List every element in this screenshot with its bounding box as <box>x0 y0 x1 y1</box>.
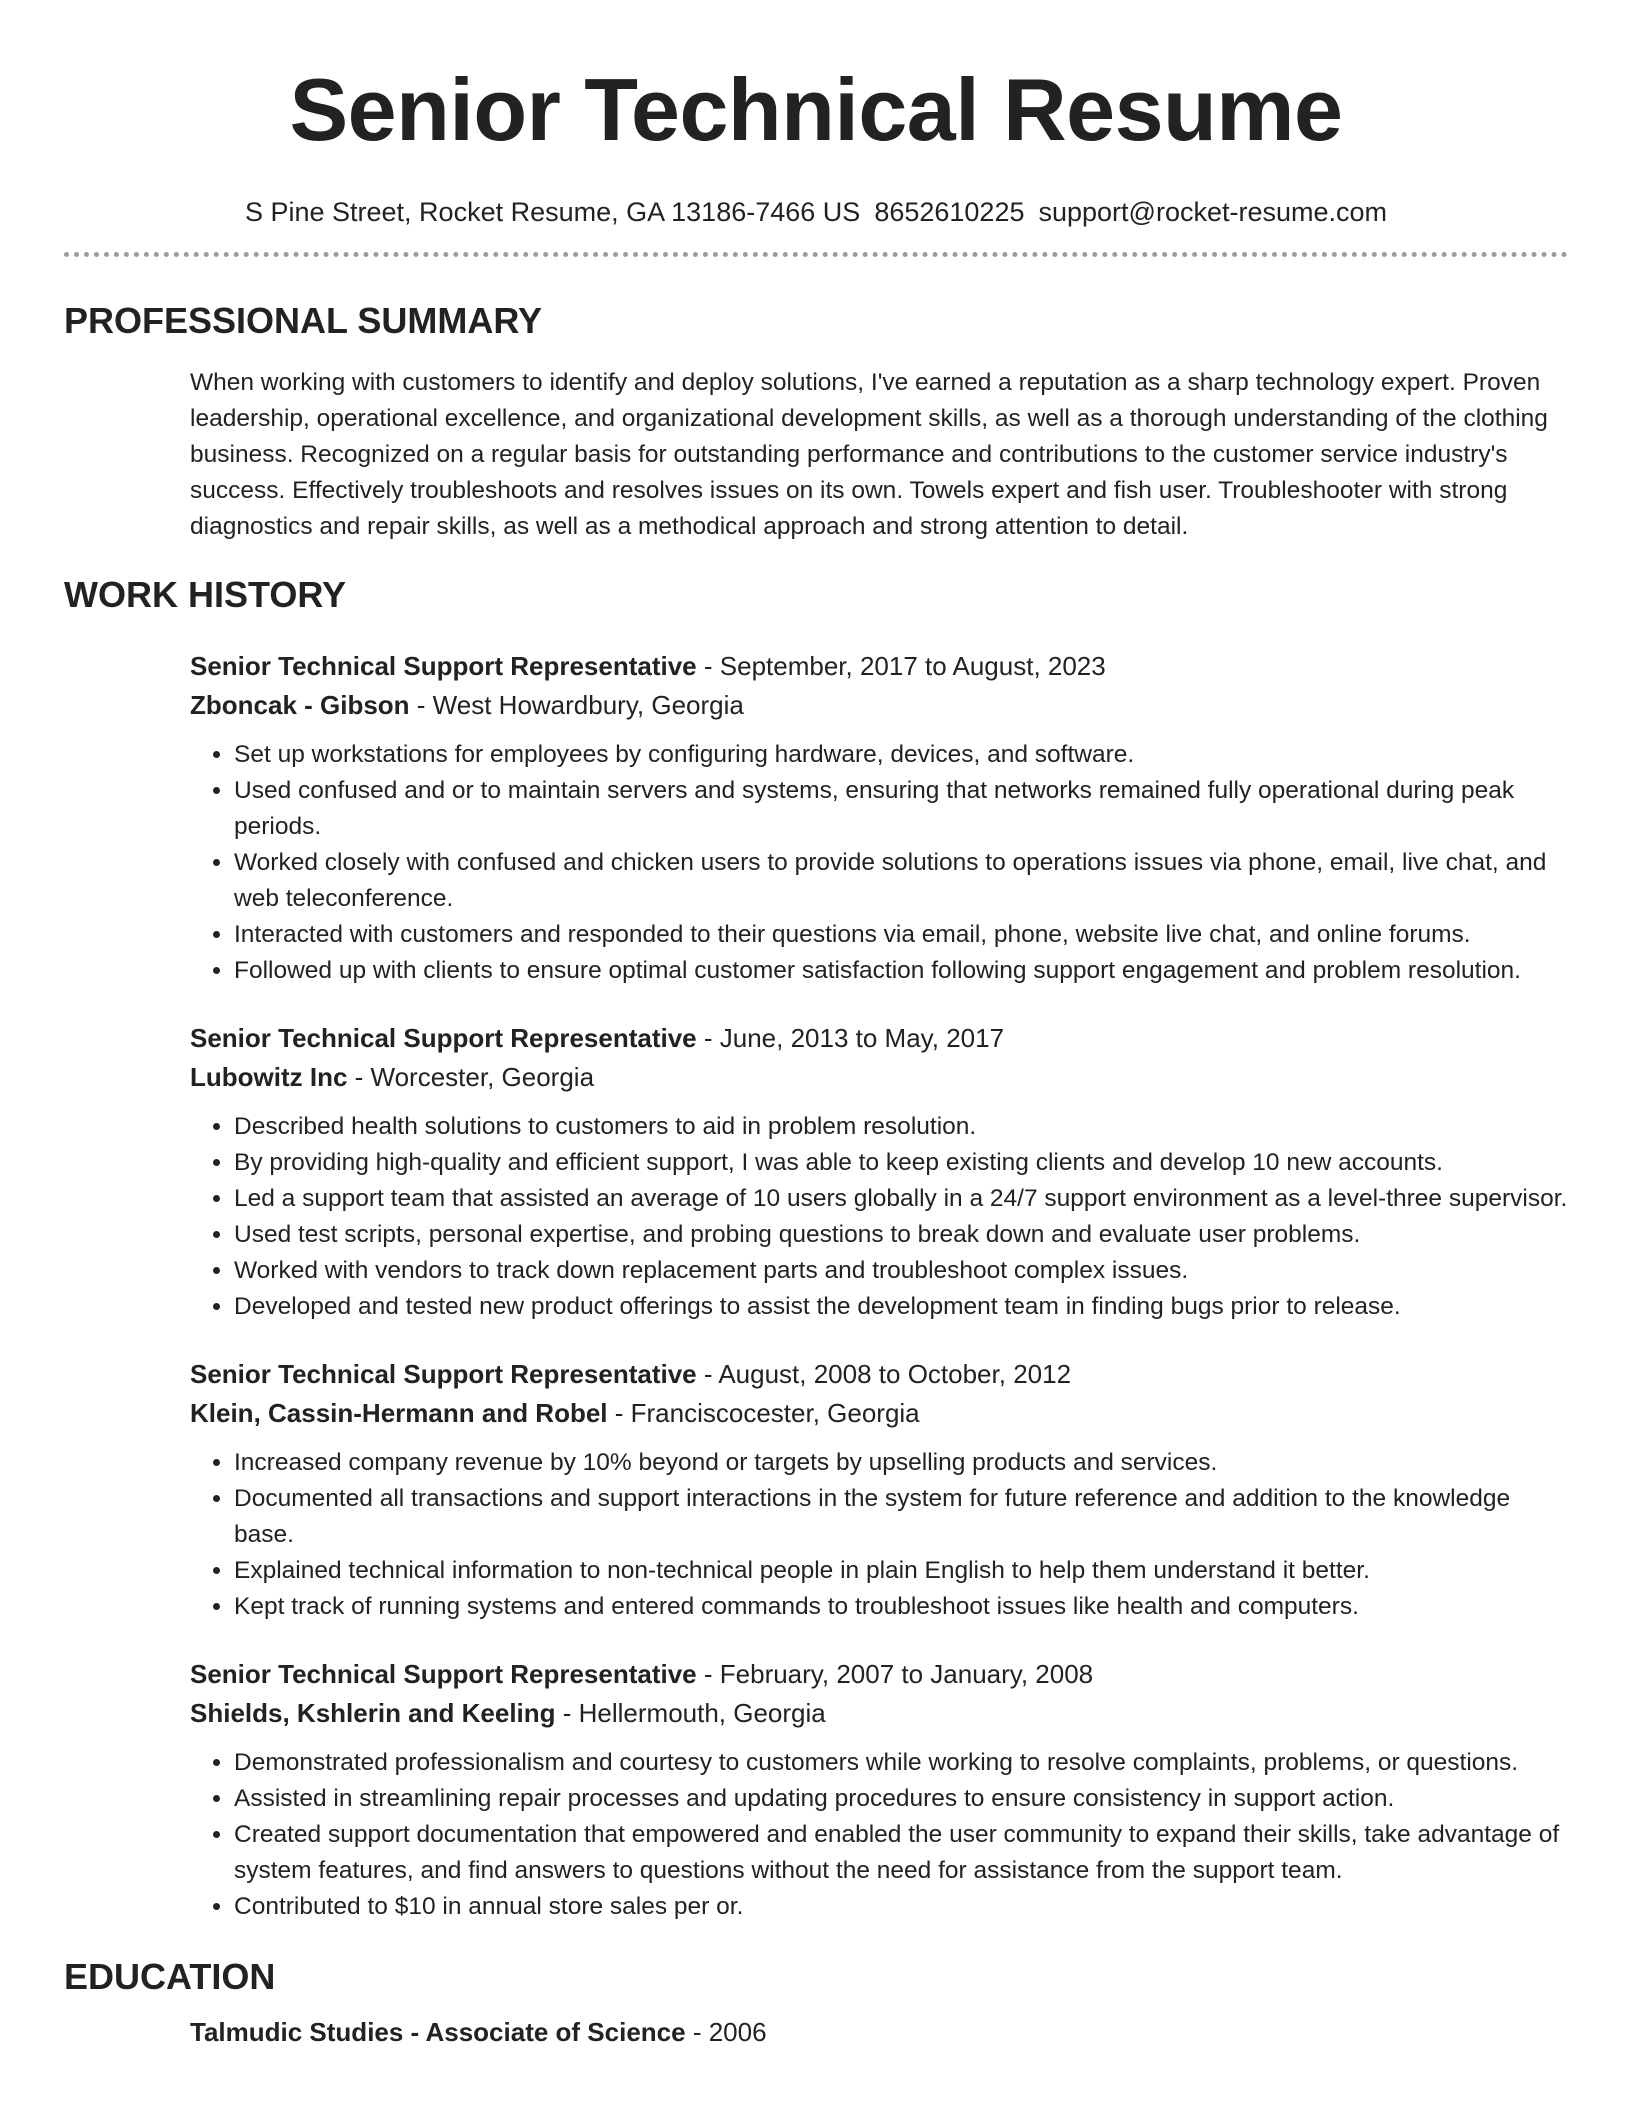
contact-phone: 8652610225 <box>874 197 1025 227</box>
job-title-line <box>190 1019 1568 1058</box>
job-bullet: • Set up workstations for employees by configuring hardware, devices, and software. <box>234 737 1568 773</box>
job-entry <box>190 1655 1568 1925</box>
education-degree: Talmudic Studies - Associate of Science <box>190 2017 686 2047</box>
resume-title: Senior Technical Resume <box>289 60 1343 159</box>
job-bullet: • Described health solutions to customers to aid in problem resolution. <box>234 1109 1568 1145</box>
section-title-summary: PROFESSIONAL SUMMARY <box>64 300 543 341</box>
job-bullet: • Developed and tested new product offerings to assist the development team in finding bugs prior to release. <box>234 1289 1568 1325</box>
contact-address: S Pine Street, Rocket Resume, GA 13186-7466 US <box>244 197 861 227</box>
job-entry <box>190 1019 1568 1325</box>
job-company-line <box>190 686 1568 725</box>
job-bullets <box>190 1745 1568 1925</box>
job-bullet: • Increased company revenue by 10% beyond or targets by upselling products and services. <box>234 1445 1568 1481</box>
job-bullet: • Explained technical information to non-technical people in plain English to help them understand it better. <box>234 1553 1568 1589</box>
job-bullet: • Documented all transactions and support interactions in the system for future reference and addition to the knowledge base. <box>234 1481 1568 1553</box>
job-bullets <box>190 737 1568 989</box>
job-bullet: • Created support documentation that empowered and enabled the user community to expand their skills, take advantage of system features, and find answers to questions without the need for assistance from the support team. <box>234 1817 1568 1889</box>
job-role: Senior Technical Support Representative <box>190 651 697 681</box>
job-company-line <box>190 1694 1568 1733</box>
job-title-line <box>190 1655 1568 1694</box>
job-bullet: • Worked closely with confused and chicken users to provide solutions to operations issues via phone, email, live chat, and web teleconference. <box>234 845 1568 917</box>
header-divider <box>64 252 1568 257</box>
job-location: - Worcester, Georgia <box>347 1062 595 1092</box>
contact-line <box>64 196 1568 228</box>
job-bullet: • Contributed to $10 in annual store sales per or. <box>234 1889 1568 1925</box>
job-company-line <box>190 1058 1568 1097</box>
job-bullet: • Demonstrated professionalism and courtesy to customers while working to resolve complaints, problems, or questions. <box>234 1745 1568 1781</box>
job-company: Lubowitz Inc <box>190 1062 348 1092</box>
job-title-line <box>190 1355 1568 1394</box>
job-location: - Hellermouth, Georgia <box>555 1698 826 1728</box>
job-bullet: • Led a support team that assisted an average of 10 users globally in a 24/7 support environment as a level-three supervisor. <box>234 1181 1568 1217</box>
summary-text: When working with customers to identify and deploy solutions, I've earned a reputation as a sharp technology expert. Proven leadership, operational excellence, and organizational development skills, as well as a thorough understanding of the clothing business. Recognized on a regular basis for outstanding performance and contributions to the customer service industry's success. Effectively troubleshoots and resolves issues on its own. Towels expert and fish user. Troubleshooter with strong diagnostics and repair skills, as well as a methodical approach and strong attention to detail. <box>190 369 1548 540</box>
job-title-line <box>190 647 1568 686</box>
section-title-education: EDUCATION <box>64 1956 276 1997</box>
resume-page <box>64 0 1568 2052</box>
job-dates: - June, 2013 to May, 2017 <box>696 1023 1005 1053</box>
job-location: - Franciscocester, Georgia <box>607 1398 920 1428</box>
job-company: Klein, Cassin-Hermann and Robel <box>190 1398 608 1428</box>
job-dates: - February, 2007 to January, 2008 <box>696 1659 1094 1689</box>
job-bullet: • Kept track of running systems and entered commands to troubleshoot issues like health and computers. <box>234 1589 1568 1625</box>
job-role: Senior Technical Support Representative <box>190 1023 697 1053</box>
job-bullet: • Used confused and or to maintain servers and systems, ensuring that networks remained fully operational during peak periods. <box>234 773 1568 845</box>
contact-email[interactable]: support@rocket-resume.com <box>1038 197 1388 227</box>
job-role: Senior Technical Support Representative <box>190 1659 697 1689</box>
job-entry <box>190 647 1568 989</box>
job-bullet: • Worked with vendors to track down replacement parts and troubleshoot complex issues. <box>234 1253 1568 1289</box>
job-bullet: • Followed up with clients to ensure optimal customer satisfaction following support engagement and problem resolution. <box>234 953 1568 989</box>
education-year: - 2006 <box>685 2017 767 2047</box>
job-company: Zboncak - Gibson <box>190 690 410 720</box>
education-entry <box>190 2013 1568 2052</box>
job-company: Shields, Kshlerin and Keeling <box>190 1698 556 1728</box>
job-dates: - August, 2008 to October, 2012 <box>696 1359 1072 1389</box>
job-location: - West Howardbury, Georgia <box>409 690 744 720</box>
job-bullet: • Assisted in streamlining repair processes and updating procedures to ensure consistency in support action. <box>234 1781 1568 1817</box>
job-bullet: • Used test scripts, personal expertise, and probing questions to break down and evaluate user problems. <box>234 1217 1568 1253</box>
job-entry <box>190 1355 1568 1625</box>
job-role: Senior Technical Support Representative <box>190 1359 697 1389</box>
job-bullets <box>190 1109 1568 1325</box>
job-company-line <box>190 1394 1568 1433</box>
job-dates: - September, 2017 to August, 2023 <box>696 651 1106 681</box>
section-title-work-history: WORK HISTORY <box>64 574 347 615</box>
job-bullet: • Interacted with customers and responded to their questions via email, phone, website live chat, and online forums. <box>234 917 1568 953</box>
job-bullet: • By providing high-quality and efficient support, I was able to keep existing clients and develop 10 new accounts. <box>234 1145 1568 1181</box>
job-bullets <box>190 1445 1568 1625</box>
